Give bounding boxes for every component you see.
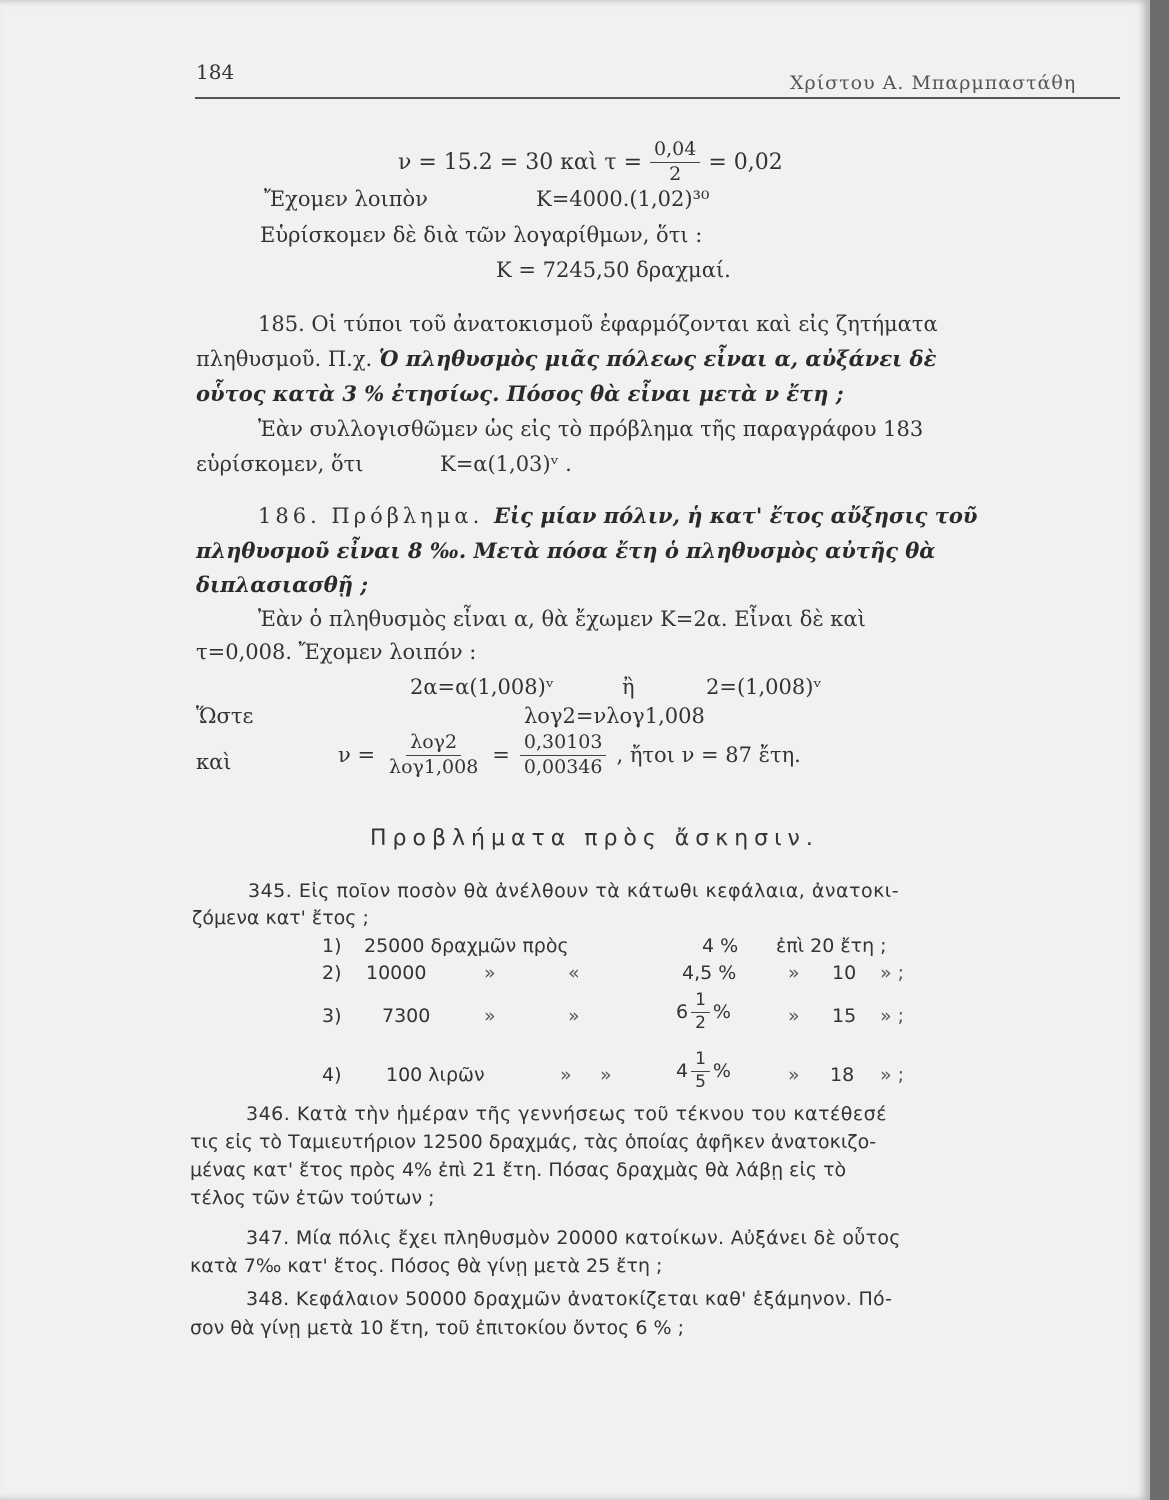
row4-ditto2: »	[600, 1064, 612, 1086]
row2-num: 2)	[322, 962, 342, 984]
scan-background-edge	[1150, 0, 1169, 1500]
line-eyriskomen: Εὑρίσκομεν δὲ διὰ τῶν λογαρίθμων, ὅτι :	[260, 223, 703, 247]
row1-years: ἐπὶ 20 ἔτη ;	[776, 935, 887, 957]
s186-line1	[258, 503, 978, 528]
s186-eq-a: 2α=α(1,008)ᵛ	[410, 675, 554, 699]
s185-line2-plain: πληθυσμοῦ. Π.χ.	[196, 347, 379, 371]
row2-ydit2: » ;	[880, 962, 905, 984]
s186-f2-num: 0,30103	[520, 733, 607, 756]
s186-frac-log	[385, 733, 482, 778]
row3-rate-den: 2	[695, 1012, 706, 1033]
row3-ydit: »	[788, 1005, 800, 1027]
s185-line4: Ἐὰν συλλογισθῶμεν ὡς εἰς τὸ πρόβλημα τῆς παραγράφου 183	[258, 417, 924, 441]
e348-line2: σον θὰ γίνῃ μετὰ 10 ἔτη, τοῦ ἐπιτοκίου ὄντος 6 % ;	[190, 1317, 684, 1339]
row2-ydit: »	[788, 962, 800, 984]
row3-rate-num: 1	[691, 992, 710, 1013]
row4-rate	[676, 1051, 731, 1092]
s186-f1-num: λογ2	[406, 733, 461, 756]
e348-line1: 348. Κεφάλαιον 50000 δραχμῶν ἀνατοκίζεται καθ' ἑξάμηνον. Πό-	[246, 1288, 893, 1310]
row1-amount: 25000 δραχμῶν πρὸς	[364, 935, 569, 957]
s186-line5: τ=0,008. Ἔχομεν λοιπόν :	[196, 640, 477, 664]
s186-problem-label: 186. Πρόβλημα.	[258, 504, 494, 528]
row4-ditto1: »	[560, 1064, 572, 1086]
s186-result: , ἤτοι ν = 87 ἔτη.	[616, 743, 801, 768]
row4-rate-whole: 4	[676, 1060, 689, 1083]
row3-ditto1: »	[484, 1005, 496, 1027]
eq1-left: ν = 15.2 = 30 καὶ τ =	[398, 149, 643, 175]
formula-k-4000: K=4000.(1,02)³⁰	[536, 187, 710, 211]
eq1-right: = 0,02	[708, 149, 783, 175]
row3-rate	[676, 992, 731, 1033]
s186-f1-den: λογ1,008	[389, 755, 479, 778]
s185-formula: K=α(1,03)ᵛ .	[440, 452, 572, 476]
row4-rate-num: 1	[691, 1051, 710, 1072]
row2-rate: 4,5 %	[682, 962, 737, 984]
row4-ydit2: » ;	[880, 1064, 905, 1086]
row4-num: 4)	[322, 1064, 342, 1086]
row3-amount: 7300	[382, 1005, 431, 1027]
s186-eq-sign: =	[492, 743, 510, 768]
row2-ditto1: »	[484, 962, 496, 984]
eq1-num: 0,04	[650, 140, 700, 163]
s185-line5a: εὑρίσκομεν, ὅτι	[196, 452, 364, 476]
s186-f2-den: 0,00346	[523, 755, 603, 778]
e346-line3: μένας κατ' ἔτος πρὸς 4% ἐπὶ 21 ἔτη. Πόσας δραχμὰς θὰ λάβῃ εἰς τὸ	[190, 1159, 847, 1181]
s186-eq-b: 2=(1,008)ᵛ	[706, 675, 822, 699]
eq1-den: 2	[669, 162, 682, 185]
page-number: 184	[196, 60, 235, 84]
s186-line4: Ἐὰν ὁ πληθυσμὸς εἶναι α, θὰ ἔχωμεν K=2α. Εἶναι δὲ καὶ	[258, 607, 866, 631]
row3-ydit2: » ;	[880, 1005, 905, 1027]
row1-num: 1)	[322, 935, 342, 957]
row4-rate-den: 5	[695, 1071, 706, 1092]
equation-nu-tau	[398, 140, 783, 185]
e346-line1: 346. Κατὰ τὴν ἡμέραν τῆς γεννήσεως τοῦ τέκνου του κατέθεσέ	[246, 1103, 887, 1125]
e347-line1: 347. Μία πόλις ἔχει πληθυσμὸν 20000 κατοίκων. Αὐξάνει δὲ οὗτος	[246, 1227, 901, 1249]
s186-eq-or: ἢ	[622, 675, 635, 699]
row3-rate-frac	[691, 992, 710, 1033]
s186-frac-num	[520, 733, 607, 778]
s185-line1: 185. Οἱ τύποι τοῦ ἀνατοκισμοῦ ἐφαρμόζονται καὶ εἰς ζητήματα	[258, 312, 938, 336]
row4-rate-frac	[691, 1051, 710, 1092]
e345-line2: ζόμενα κατ' ἔτος ;	[192, 907, 369, 929]
row3-rate-unit: %	[712, 1001, 731, 1024]
row2-years: 10	[832, 962, 857, 984]
e345-line1: 345. Εἰς ποῖον ποσὸν θὰ ἀνέλθουν τὰ κάτωθι κεφάλαια, ἀνατοκι-	[248, 880, 900, 902]
s185-line3: οὗτος κατὰ 3 % ἐτησίως. Πόσος θὰ εἶναι μετὰ ν ἔτη ;	[196, 381, 844, 406]
row4-ydit: »	[788, 1064, 800, 1086]
row2-ditto2: «	[568, 962, 580, 984]
row3-ditto2: »	[568, 1005, 580, 1027]
eq1-fraction	[650, 140, 700, 185]
s186-eq-log: λογ2=νλογ1,008	[524, 704, 705, 728]
row4-amount: 100 λιρῶν	[386, 1064, 485, 1086]
row4-years: 18	[830, 1064, 855, 1086]
running-title: Χρίστου Α. Μπαρμπαστάθη	[790, 72, 1077, 94]
row1-rate: 4 %	[702, 935, 739, 957]
s186-kai: καὶ	[196, 750, 232, 774]
s185-line2-italic: Ὁ πληθυσμὸς μιᾶς πόλεως εἶναι α, αὐξάνει δὲ	[378, 346, 937, 371]
row4-rate-unit: %	[712, 1060, 731, 1083]
e347-line2: κατὰ 7‰ κατ' ἔτος. Πόσος θὰ γίνῃ μετὰ 25 ἔτη ;	[190, 1255, 663, 1277]
line-exomen: Ἔχομεν λοιπὸν	[264, 187, 428, 211]
s186-line3: διπλασιασθῇ ;	[196, 572, 369, 597]
e346-line4: τέλος τῶν ἐτῶν τούτων ;	[190, 1187, 435, 1209]
e346-line2: τις εἰς τὸ Ταμιευτήριον 12500 δραχμάς, τὰς ὁποίας ἀφῆκεν ἀνατοκιζο-	[190, 1131, 877, 1153]
header-rule	[195, 97, 1120, 99]
row3-years: 15	[832, 1005, 857, 1027]
s186-nu-eq: ν =	[338, 743, 376, 768]
row2-amount: 10000	[366, 962, 427, 984]
s185-line2	[196, 346, 936, 371]
s186-line2: πληθυσμοῦ εἶναι 8 ‰. Μετὰ πόσα ἔτη ὁ πληθυσμὸς αὐτῆς θὰ	[196, 538, 936, 563]
s186-solution	[338, 733, 801, 778]
row3-num: 3)	[322, 1005, 342, 1027]
row3-rate-whole: 6	[676, 1001, 689, 1024]
s186-hoste: Ὥστε	[196, 704, 254, 728]
exercises-heading: Προβλήματα πρὸς ἄσκησιν.	[370, 826, 819, 851]
result-k-7245: K = 7245,50 δραχμαί.	[496, 258, 731, 282]
s186-line1-italic: Εἰς μίαν πόλιν, ἡ κατ' ἔτος αὔξησις τοῦ	[493, 503, 978, 528]
